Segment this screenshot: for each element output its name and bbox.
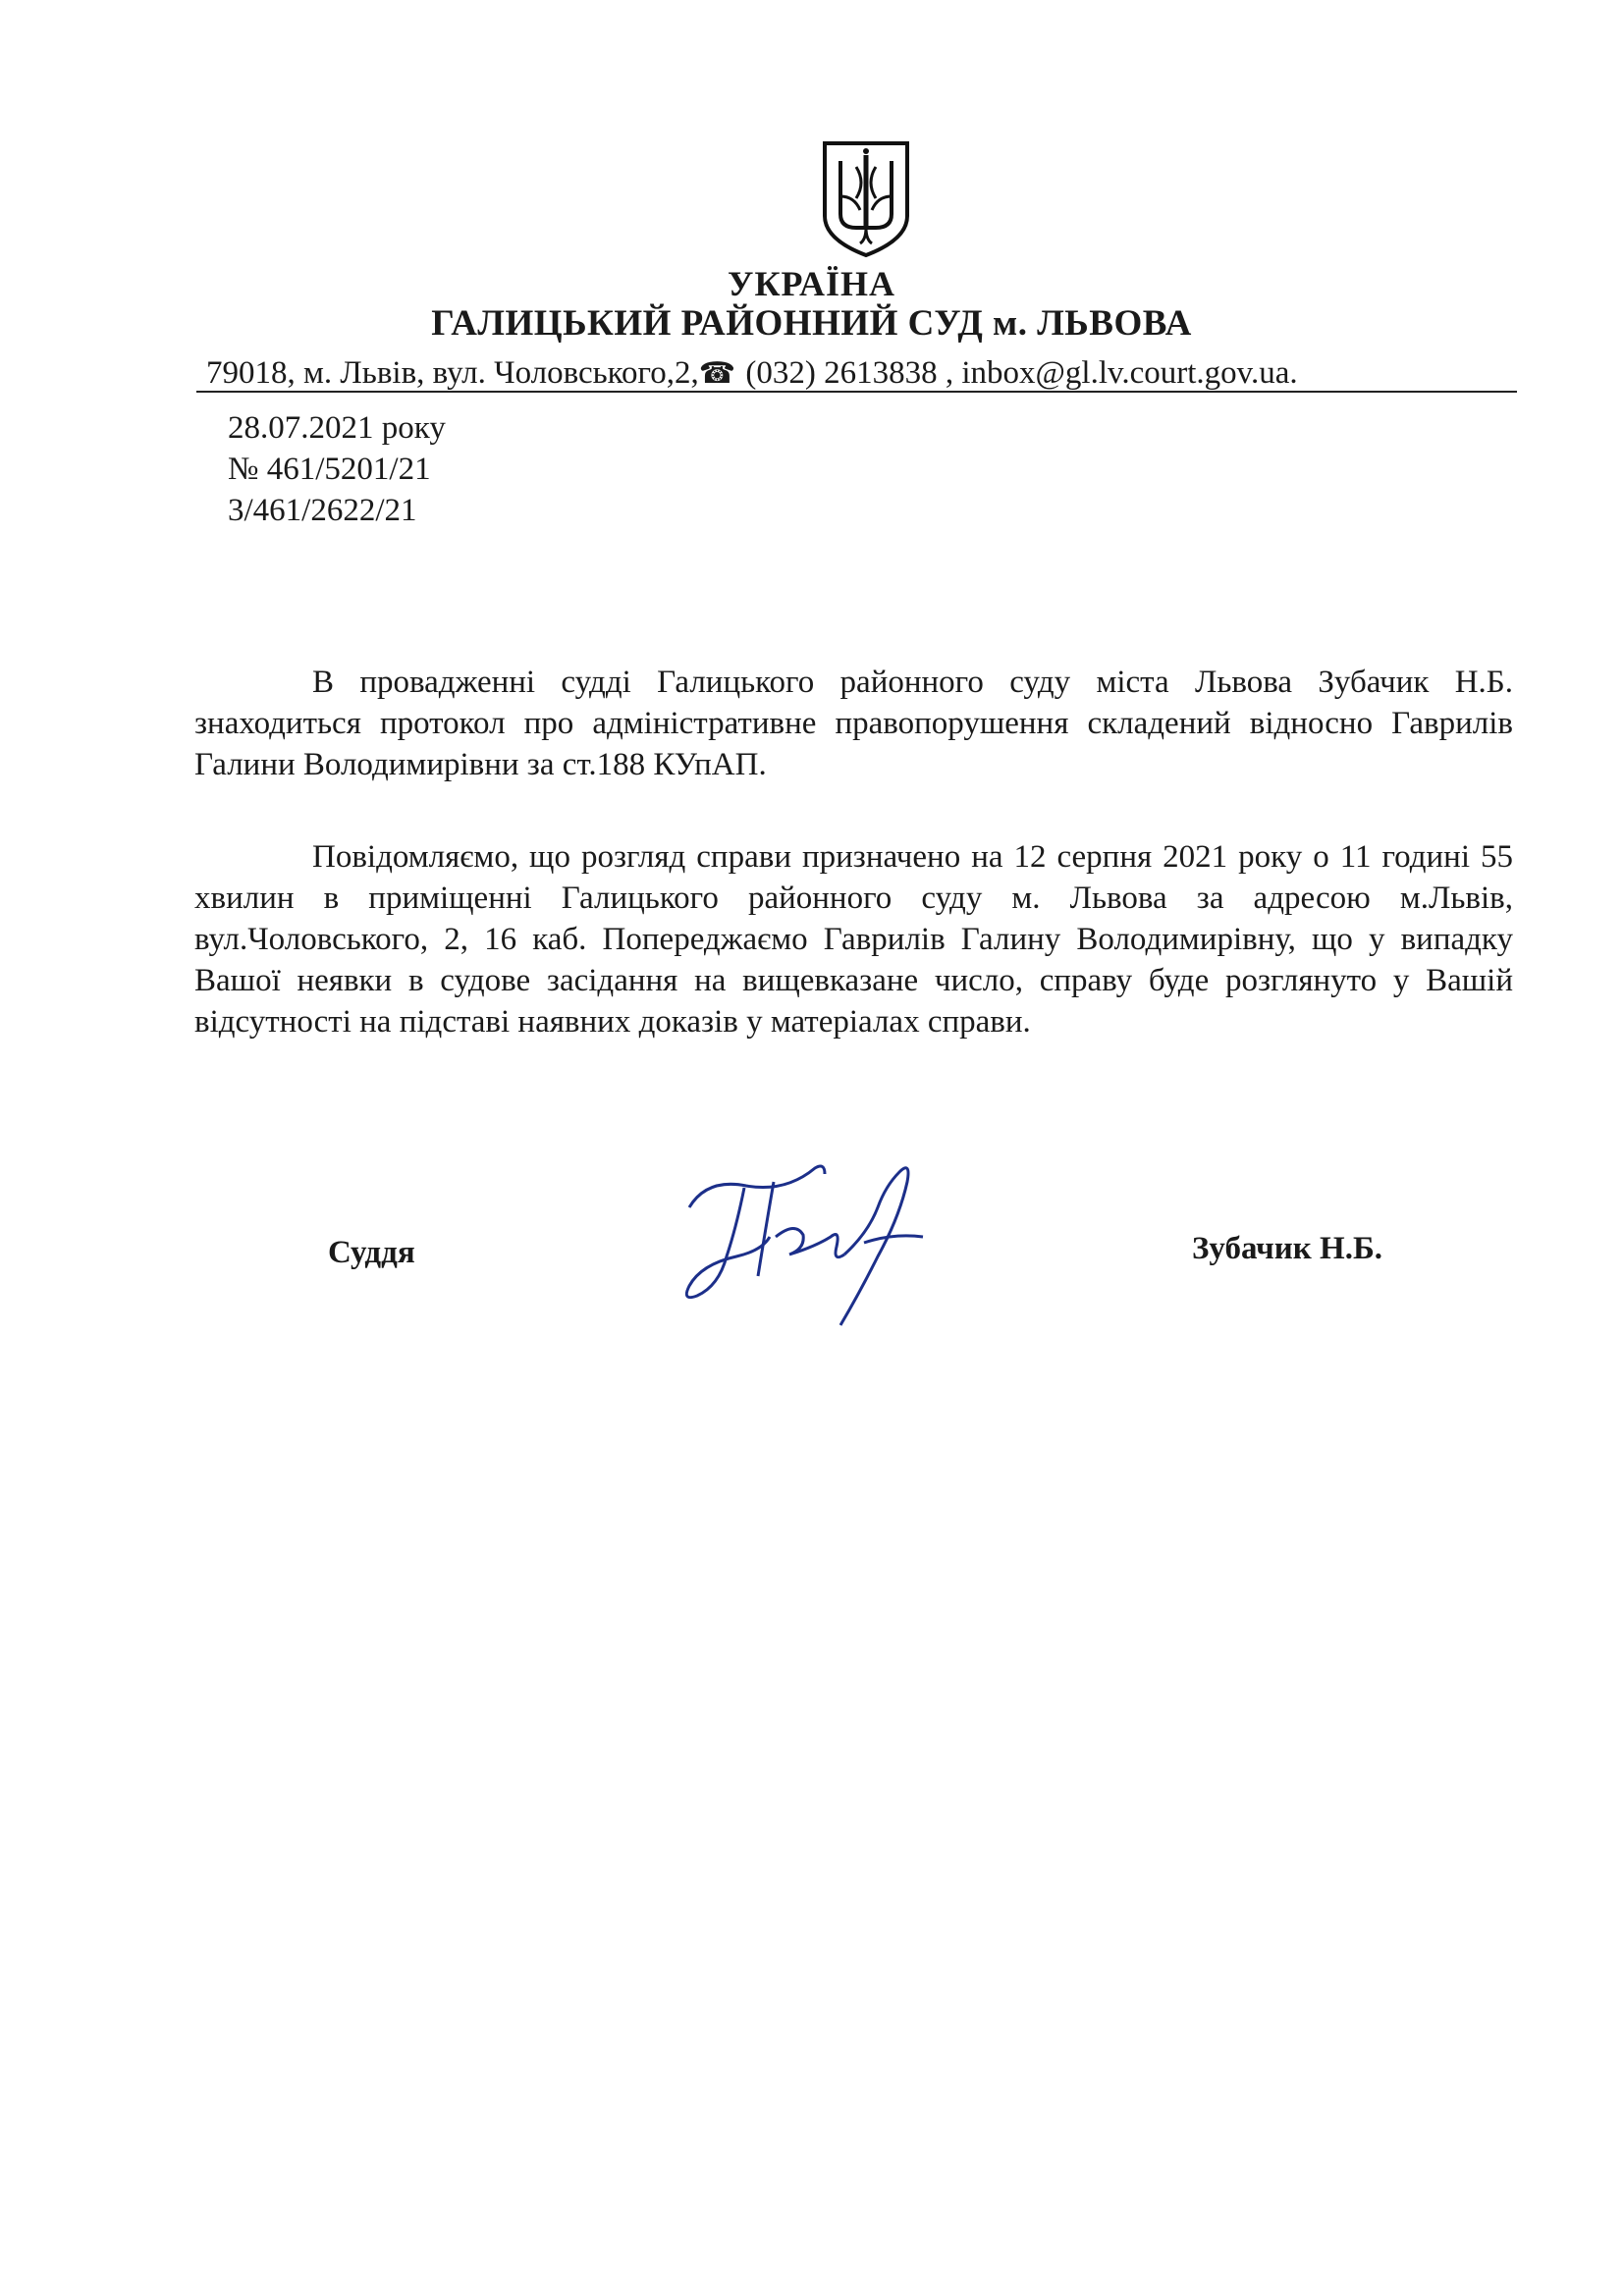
court-address [206, 355, 1512, 392]
letter-date: 28.07.2021 року [228, 410, 446, 446]
proceeding-number: 3/461/2622/21 [228, 493, 417, 528]
coat-of-arms-icon [817, 137, 915, 259]
paragraph-text: Повідомляємо, що розгляд справи призначено на 12 серпня 2021 року о 11 годині 55 хвилин в приміщенні Галицького районного суду м. Львова за адресою м.Львів, вул.Чоловського, 2, 16 каб. Попереджаємо Гаврилів Галину Володимирівну, що у випадку Вашої неявки в судове засідання на вищевказане число, справу буде розглянуто у Вашій відсутності на підставі наявних доказів у матеріалах справи. [194, 839, 1513, 1040]
case-number: № 461/5201/21 [228, 452, 431, 487]
body-paragraph-1 [194, 662, 1513, 785]
signer-role: Суддя [328, 1235, 415, 1270]
court-title: ГАЛИЦЬКИЙ РАЙОННИЙ СУД м. ЛЬВОВА [431, 303, 1192, 344]
signer-name: Зубачик Н.Б. [1192, 1231, 1383, 1266]
address-contacts: (032) 2613838 , inbox@gl.lv.court.gov.ua. [737, 355, 1298, 391]
header-divider [196, 391, 1517, 393]
country-title: УКРАЇНА [728, 264, 895, 303]
paragraph-text: В провадженні судді Галицького районного суду міста Львова Зубачик Н.Б. знаходиться протокол про адміністративне правопорушення складений відносно Гаврилів Галини Володимирівни за ст.188 КУпАП. [194, 665, 1513, 782]
address-street: 79018, м. Львів, вул. Чоловського,2, [206, 355, 699, 391]
handwritten-signature [668, 1139, 982, 1335]
body-paragraph-2 [194, 836, 1513, 1042]
telephone-icon: ☎ [698, 357, 736, 390]
